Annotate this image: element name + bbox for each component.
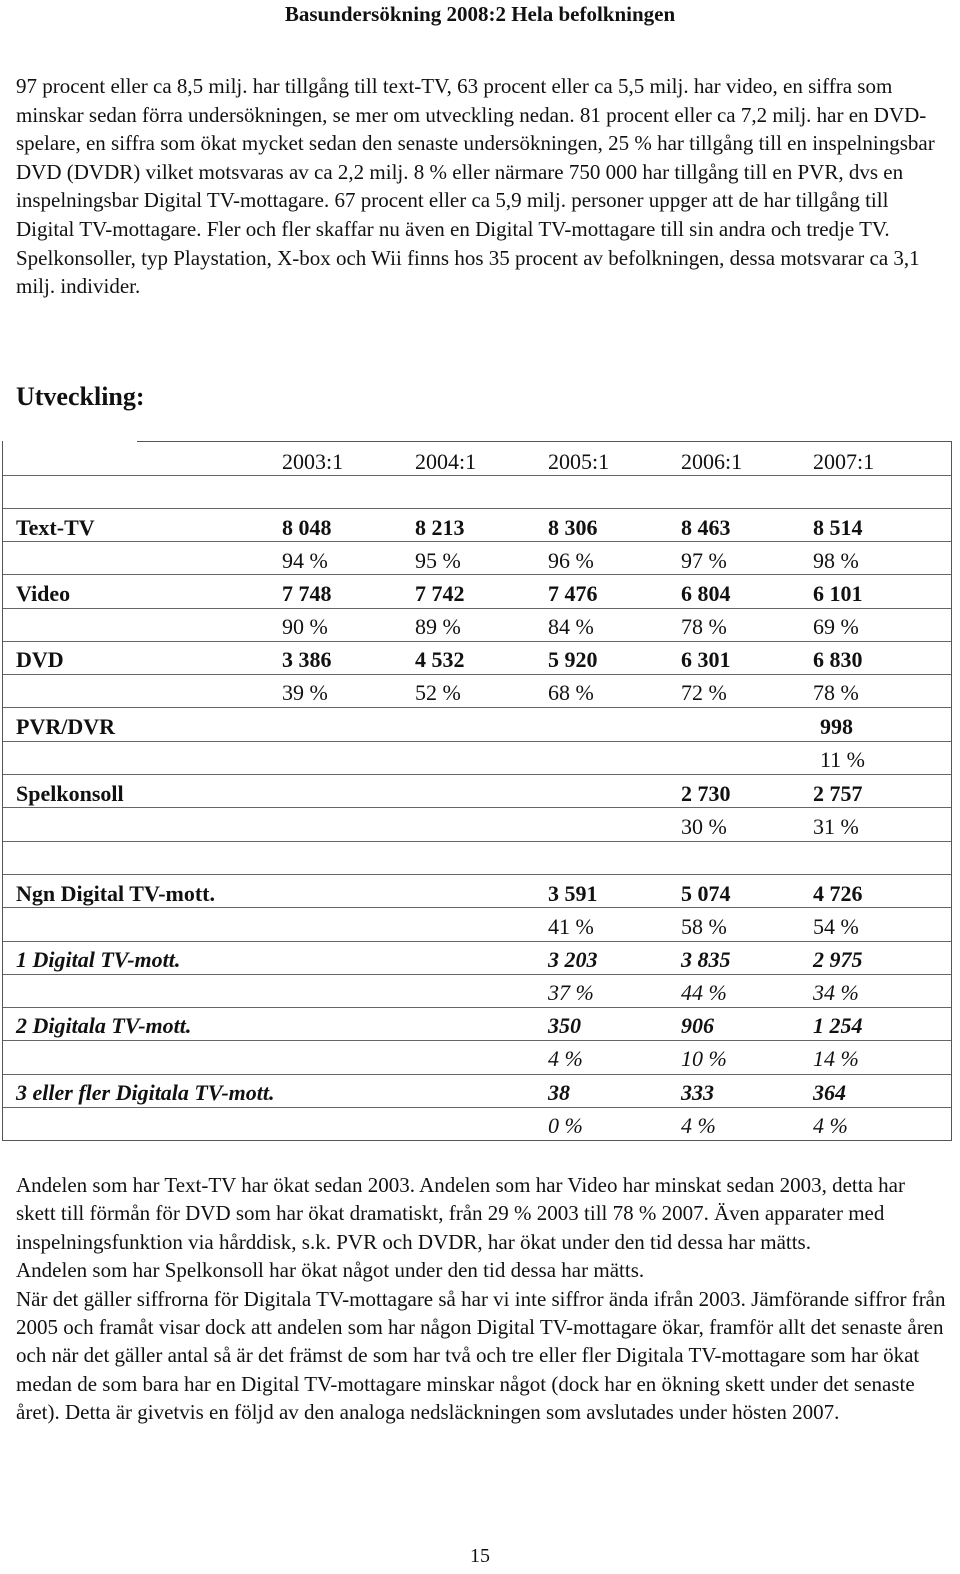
col-header-2004: 2004:1: [415, 449, 477, 474]
table-cell: 4 532: [415, 647, 465, 672]
table-cell: 7 742: [415, 581, 465, 606]
table-rule: [3, 508, 951, 509]
table-rule: [3, 1040, 951, 1041]
table-cell: 350: [548, 1013, 581, 1038]
table-cell-percent: 78 %: [681, 614, 727, 639]
row-label-video: Video: [16, 581, 71, 606]
intro-paragraph: 97 procent eller ca 8,5 milj. har tillgång till text-TV, 63 procent eller ca 5,5 milj. har video, en siffra som minskar sedan förra undersökningen, se mer om utveckling nedan. 81 procent eller ca 7,2 milj. har en DVD-spelare, en siffra som ökat mycket sedan den senaste undersökningen, 25 % har tillgång till en inspelningsbar DVD (DVDR) vilket motsvaras av ca 2,2 milj. 8 % eller närmare 750 000 har tillgång till en PVR, dvs en inspelningsbar Digital TV-mottagare. 67 procent eller ca 5,9 milj. personer uppger att de har tillgång till Digital TV-mottagare. Fler och fler skaffar nu även en Digital TV-mottagare till sin andra och tredje TV. Spelkonsoller, typ Playstation, X-box och Wii finns hos 35 procent av befolkningen, dessa motsvarar ca 3,1 milj. individer.: [16, 74, 935, 299]
table-cell-percent: 68 %: [548, 680, 594, 705]
table-cell: 6 804: [681, 581, 731, 606]
table-cell: 5 074: [681, 881, 731, 906]
table-cell-percent: 58 %: [681, 914, 727, 939]
table-cell: 364: [813, 1080, 846, 1105]
table-rule: [3, 1074, 951, 1075]
table-cell: 8 306: [548, 515, 598, 540]
table-cell-percent: 4 %: [681, 1113, 716, 1138]
table-rule: [3, 1007, 951, 1008]
page-number: 15: [470, 1545, 490, 1567]
table-cell-percent: 31 %: [813, 814, 859, 839]
table-cell: 2 757: [813, 781, 863, 806]
table-rule: [3, 974, 951, 975]
row-label-2-digitala: 2 Digitala TV-mott.: [16, 1013, 192, 1038]
table-cell-percent: 84 %: [548, 614, 594, 639]
table-cell: 3 203: [548, 947, 598, 972]
row-label-pvr-dvr: PVR/DVR: [16, 714, 115, 739]
row-label-ngn-digital: Ngn Digital TV-mott.: [16, 881, 216, 906]
table-cell: 906: [681, 1013, 714, 1038]
table-cell: 3 591: [548, 881, 598, 906]
table-cell: 4 726: [813, 881, 863, 906]
col-header-2005: 2005:1: [548, 449, 610, 474]
table-rule: [3, 1107, 951, 1108]
table-cell-percent: 37 %: [548, 980, 594, 1005]
table-cell-percent: 94 %: [282, 548, 328, 573]
outro-paragraph: Andelen som har Spelkonsoll har ökat något under den tid dessa har mätts.: [16, 1258, 645, 1283]
table-cell-percent: 39 %: [282, 680, 328, 705]
table-rule: [3, 774, 951, 775]
table-cell-percent: 96 %: [548, 548, 594, 573]
table-rule: [3, 475, 951, 476]
table-cell-percent: 4 %: [813, 1113, 848, 1138]
table-rule: [3, 807, 951, 808]
col-header-2007: 2007:1: [813, 449, 875, 474]
table-rule: [3, 741, 951, 742]
table-cell-percent: 11 %: [820, 747, 866, 772]
table-cell-percent: 90 %: [282, 614, 328, 639]
table-cell: 2 975: [813, 947, 863, 972]
table-rule: [3, 841, 951, 842]
row-label-dvd: DVD: [16, 647, 64, 672]
table-cell-percent: 10 %: [681, 1046, 727, 1071]
table-cell-percent: 44 %: [681, 980, 727, 1005]
table-rule: [3, 941, 951, 942]
table-cell: 2 730: [681, 781, 731, 806]
table-cell-percent: 72 %: [681, 680, 727, 705]
table-rule: [3, 874, 951, 875]
table-cell: 7 476: [548, 581, 598, 606]
section-heading: Utveckling:: [16, 382, 145, 411]
table-cell-percent: 14 %: [813, 1046, 859, 1071]
table-cell: 7 748: [282, 581, 332, 606]
outro-text: [16, 1171, 946, 1427]
table-cell-percent: 30 %: [681, 814, 727, 839]
table-cell-percent: 89 %: [415, 614, 461, 639]
table-cell-percent: 0 %: [548, 1113, 583, 1138]
table-cell-percent: 95 %: [415, 548, 461, 573]
table-cell: 6 830: [813, 647, 863, 672]
table-cell: 8 463: [681, 515, 731, 540]
outro-paragraph: Andelen som har Text-TV har ökat sedan 2003. Andelen som har Video har minskat sedan 2003, detta har skett till förmån för DVD som har ökat dramatiskt, från 29 % 2003 till 78 % 2007. Även apparater med inspelningsfunktion via hårddisk, s.k. PVR och DVDR, har ökat under den tid dessa har mätts.: [16, 1173, 905, 1254]
table-cell-percent: 52 %: [415, 680, 461, 705]
page-header: Basundersökning 2008:2 Hela befolkningen: [284, 2, 676, 26]
table-rule: [3, 608, 951, 609]
table-cell: 6 301: [681, 647, 731, 672]
table-cell-percent: 69 %: [813, 614, 859, 639]
table-rule: [3, 641, 951, 642]
table-cell: 998: [820, 714, 853, 739]
outro-paragraph: När det gäller siffrorna för Digitala TV-mottagare så har vi inte siffror ända ifrån 2003. Jämförande siffror från 2005 och framåt visar dock att andelen som har någon Digital TV-mottagare ökar, framför allt det senaste åren och när det gäller antal så är det främst de som har två och tre eller fler Digitala TV-mottagare som har ökat medan de som bara har en Digital TV-mottagare minskar något (dock har en ökning skett under det senaste året). Detta är givetvis en följd av den analoga nedsläckningen som avslutades under hösten 2007.: [16, 1286, 946, 1425]
table-cell: 1 254: [813, 1013, 863, 1038]
row-label-spelkonsoll: Spelkonsoll: [16, 781, 124, 806]
table-cell-percent: 98 %: [813, 548, 859, 573]
table-cell: 8 048: [282, 515, 332, 540]
table-rule: [3, 674, 951, 675]
table-cell: 8 213: [415, 515, 465, 540]
table-rule: [3, 707, 951, 708]
table-cell-percent: 78 %: [813, 680, 859, 705]
table-rule: [3, 574, 951, 575]
table-cell: 8 514: [813, 515, 863, 540]
row-label-1-digital: 1 Digital TV-mott.: [16, 947, 181, 972]
col-header-2003: 2003:1: [282, 449, 344, 474]
table-cell: 3 386: [282, 647, 332, 672]
row-label-3-eller-fler: 3 eller fler Digitala TV-mott.: [16, 1080, 275, 1105]
table-cell: 38: [548, 1080, 570, 1105]
table-cell: 5 920: [548, 647, 598, 672]
table-cell: 333: [681, 1080, 714, 1105]
table-cell-percent: 4 %: [548, 1046, 583, 1071]
table-cell-percent: 97 %: [681, 548, 727, 573]
table-cell-percent: 34 %: [813, 980, 859, 1005]
table-cell-percent: 41 %: [548, 914, 594, 939]
table-cell: 6 101: [813, 581, 863, 606]
table-rule: [3, 907, 951, 908]
col-header-2006: 2006:1: [681, 449, 743, 474]
table-cell: 3 835: [681, 947, 731, 972]
table-rule: [3, 541, 951, 542]
table-cell-percent: 54 %: [813, 914, 859, 939]
row-label-text-tv: Text-TV: [16, 515, 95, 540]
